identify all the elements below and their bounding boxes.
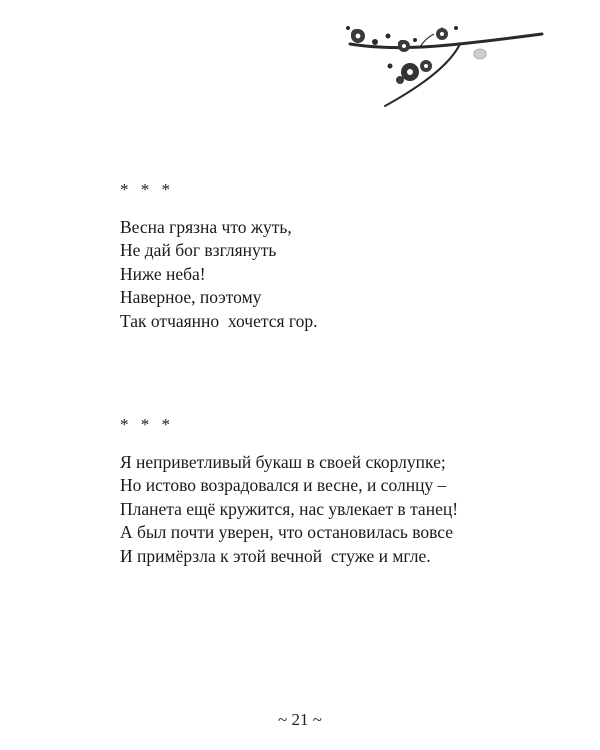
poem-line: Планета ещё кружится, нас увлекает в танец!: [120, 498, 459, 519]
poem-line: А был почти уверен, что остановилась вовсе: [120, 522, 454, 542]
poem-line: Я неприветливый букаш в своей скорлупке;: [120, 451, 446, 472]
page-number: ~ 21 ~: [278, 710, 322, 729]
poem-line: Не дай бог взглянуть: [120, 240, 277, 260]
poem-separator: * * *: [120, 180, 170, 199]
poem-line: Ниже неба!: [120, 263, 206, 284]
poem-1: [120, 178, 318, 333]
poem-line: Наверное, поэтому: [120, 287, 262, 307]
poem-line: И примёрзла к этой вечной стуже и мгле.: [120, 545, 431, 566]
poem-line: Но истово возрадовался и весне, и солнцу –: [120, 475, 447, 495]
poem-line: Весна грязна что жуть,: [120, 216, 292, 237]
poem-2: [120, 413, 458, 568]
poem-separator: * * *: [120, 415, 170, 434]
poem-line: Так отчаянно хочется гор.: [120, 310, 318, 331]
blossom-branch-icon: [330, 14, 545, 114]
